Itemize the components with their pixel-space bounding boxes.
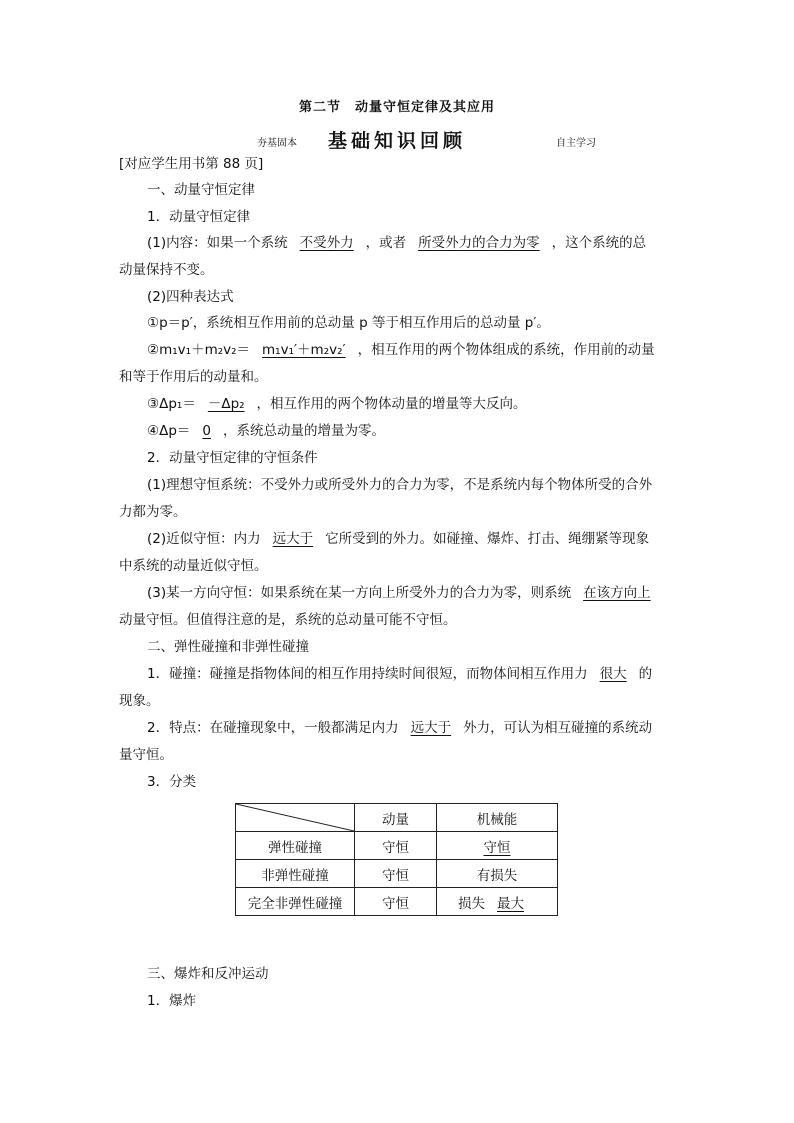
formula-3: ③Δp₁＝ －Δp₂ ，相互作用的两个物体动量的增量等大反向。 <box>147 396 527 412</box>
collision-definition-cont: 现象。 <box>119 693 160 709</box>
answer-blank: 很大 <box>599 666 627 682</box>
table-row: 非弹性碰撞 守恒 有损失 <box>236 860 558 888</box>
subheading-explosion: 1．爆炸 <box>147 993 197 1009</box>
answer-blank: 最大 <box>497 895 524 912</box>
answer-blank: 所受外力的合力为零 <box>418 235 540 251</box>
collision-features-cont: 量守恒。 <box>119 747 173 763</box>
collision-classification-table <box>235 803 558 916</box>
subheading-law: 1．动量守恒定律 <box>147 209 251 225</box>
section-banner <box>0 126 794 154</box>
banner-main-title: 基础知识回顾 <box>327 130 466 152</box>
table-header-energy: 机械能 <box>437 804 558 832</box>
table-header-momentum: 动量 <box>355 804 437 832</box>
answer-blank: 在该方向上 <box>583 585 651 601</box>
banner-left-label: 夯基固本 <box>257 138 297 149</box>
section-title: 第二节 动量守恒定律及其应用 <box>298 100 495 115</box>
answer-blank: 不受外力 <box>299 235 354 251</box>
formula-2-cont: 和等于作用后的动量和。 <box>119 369 268 385</box>
condition-2: (2)近似守恒：内力 远大于 它所受到的外力。如碰撞、爆炸、打击、绳绷紧等现象 <box>147 531 650 547</box>
heading-momentum-conservation: 一、动量守恒定律 <box>147 182 255 198</box>
formula-1: ①p＝p′，系统相互作用前的总动量 p 等于相互作用后的总动量 p′。 <box>147 315 550 331</box>
answer-blank: －Δp₂ <box>207 396 245 412</box>
content-line-2: 动量保持不变。 <box>119 262 214 278</box>
condition-1-cont: 力都为零。 <box>119 504 187 520</box>
answer-blank: 守恒 <box>483 839 511 856</box>
table-row: 弹性碰撞 守恒 守恒 <box>236 832 558 860</box>
forms-heading: (2)四种表达式 <box>147 289 234 305</box>
condition-2-cont: 中系统的动量近似守恒。 <box>119 558 268 574</box>
formula-2: ②m₁v₁＋m₂v₂＝ m₁v₁′＋m₂v₂′ ，相互作用的两个物体组成的系统，作用前的动量 <box>147 342 655 358</box>
condition-1: (1)理想守恒系统：不受外力或所受外力的合力为零，不是系统内每个物体所受的合外 <box>147 477 653 493</box>
diagonal-line <box>236 804 354 831</box>
book-reference: [对应学生用书第 88 页] <box>119 156 264 172</box>
condition-3: (3)某一方向守恒：如果系统在某一方向上所受外力的合力为零，则系统 在该方向上 <box>147 584 663 602</box>
collision-features: 2．特点：在碰撞现象中，一般都满足内力 远大于 外力，可认为相互碰撞的系统动 <box>147 720 653 736</box>
answer-blank: 0 <box>202 423 212 439</box>
formula-4: ④Δp＝ 0 ，系统总动量的增量为零。 <box>147 423 386 439</box>
answer-blank: 远大于 <box>410 720 452 736</box>
content-line: (1)内容：如果一个系统 不受外力 ，或者 所受外力的合力为零 ，这个系统的总 <box>147 235 647 251</box>
banner-right-label: 自主学习 <box>556 138 596 149</box>
table-header-row <box>236 804 558 832</box>
heading-explosion: 三、爆炸和反冲运动 <box>147 966 269 982</box>
subheading-conditions: 2．动量守恒定律的守恒条件 <box>147 450 318 466</box>
heading-collisions: 二、弹性碰撞和非弹性碰撞 <box>147 639 309 655</box>
classification-heading: 3．分类 <box>147 774 197 790</box>
answer-blank: m₁v₁′＋m₂v₂′ <box>262 342 346 358</box>
table-row: 完全非弹性碰撞 守恒 损失 最大 <box>236 888 558 916</box>
answer-blank: 远大于 <box>272 531 314 547</box>
table-corner-cell <box>236 804 355 832</box>
collision-definition: 1．碰撞：碰撞是指物体间的相互作用持续时间很短，而物体间相互作用力 很大 的 <box>147 666 653 682</box>
condition-3-cont: 动量守恒。但值得注意的是，系统的总动量可能不守恒。 <box>119 612 457 628</box>
